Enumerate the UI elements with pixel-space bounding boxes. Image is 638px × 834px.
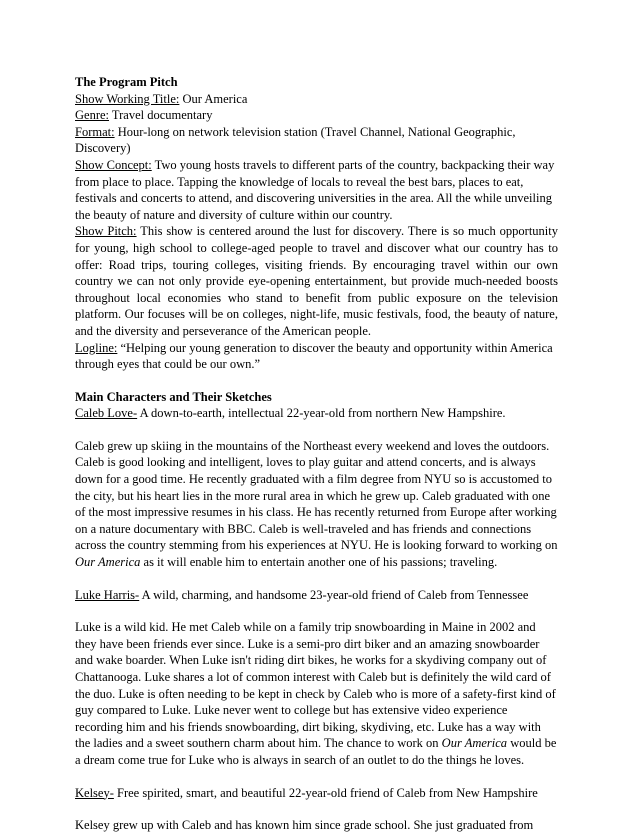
genre-label: Genre: (75, 108, 110, 123)
logline-value: “Helping our young generation to discover the beauty and opportunity within America through eyes that could be our own.” (75, 340, 553, 372)
caleb-name: Caleb Love- (75, 406, 138, 421)
working-title-line (75, 91, 558, 108)
concept-paragraph (75, 157, 558, 223)
luke-bio-text: Luke is a wild kid. He met Caleb while on a family trip snowboarding in Maine in 2002 and they have been friends ever since. Luke is a semi-pro dirt biker and an amazing snowboarder and wake boarder. When Luke isn't riding dirt bikes, he works for a skydiving company out of Chattanooga. Luke shares a lot of common interest with Caleb but is definitely the wild card of the duo. Luke is often needing to be kept in check by Caleb who is more of a safety-first kind of guy compared to Luke. Luke never went to college but has extensive video experience recording him and his friends snowboarding, dirt biking, skydiving, etc. Luke has a way with the ladies and a sweet southern charm about him. The chance to work on (75, 620, 556, 751)
luke-name: Luke Harris- (75, 587, 140, 602)
show-pitch-value: This show is centered around the lust for discovery. There is so much opportunity for young, high school to college-aged people to travel and discover what our country has to offer: Road trips, touring colleges, visiting friends. By encouraging travel within our own country we can not only provide eye-opening entertainment, but provide much-needed boosts throughout local economies who stand to benefit from public exposure on the television platform. Our focuses will be on colleges, night-life, music festivals, food, the beauty of nature, and the diversity and perseverance of the American people. (75, 224, 558, 338)
genre-line (75, 107, 558, 124)
caleb-summary-line (75, 405, 558, 422)
spacer (75, 422, 558, 438)
pitch-heading: The Program Pitch (75, 75, 178, 89)
working-title-value: Our America (179, 91, 248, 106)
spacer (75, 769, 558, 785)
logline-label: Logline: (75, 340, 118, 355)
spacer (75, 603, 558, 619)
caleb-bio-text-end: as it will enable him to entertain another one of his passions; traveling. (140, 555, 498, 570)
genre-value: Travel documentary (109, 108, 213, 123)
spacer (75, 801, 558, 817)
concept-value: Two young hosts travels to different parts of the country, backpacking their way from place to place. Tapping the knowledge of locals to reveal the best bars, places to eat, festivals and concerts to attend, and discovering universities in the area. All the while unveiling the beauty of nature and diversity of culture within our country. (75, 157, 555, 222)
kelsey-summary-line (75, 785, 558, 802)
format-label: Format: (75, 124, 115, 139)
concept-label: Show Concept: (75, 157, 152, 172)
caleb-summary: A down-to-earth, intellectual 22-year-old from northern New Hampshire. (137, 406, 506, 421)
show-pitch-paragraph (75, 223, 558, 339)
luke-bio-text-end: would be a dream come true for Luke who is always in search of an outlet to do the things he loves. (75, 736, 557, 767)
luke-bio (75, 619, 558, 768)
show-pitch-label: Show Pitch: (75, 224, 137, 239)
logline-paragraph (75, 340, 558, 373)
characters-heading: Main Characters and Their Sketches (75, 389, 272, 404)
caleb-bio-show-title: Our America (75, 555, 141, 570)
spacer (75, 571, 558, 587)
working-title-label: Show Working Title: (75, 91, 180, 106)
kelsey-bio: Kelsey grew up with Caleb and has known him since grade school. She just graduated from (75, 818, 534, 833)
kelsey-name: Kelsey- (75, 785, 114, 800)
luke-bio-show-title: Our America (441, 736, 508, 751)
format-value: Hour-long on network television station (Travel Channel, National Geographic, Discovery) (75, 124, 516, 156)
caleb-bio-text: Caleb grew up skiing in the mountains of the Northeast every weekend and loves the outdoors. Caleb is good looking and intelligent, loves to play guitar and attend concerts, and is always down for a good time. He recently graduated with a film degree from NYU so is accustomed to the city, but his heart lies in the more rural area in which he grew up. Caleb graduated with one of the most impressive resumes in his class. He has recently returned from Europe after working on a nature documentary with BBC. Caleb is well-traveled and has friends and connections across the country stemming from his experiences at NYU. He is looking forward to working on (75, 438, 558, 553)
caleb-bio (75, 438, 558, 571)
kelsey-summary: Free spirited, smart, and beautiful 22-year-old friend of Caleb from New Hampshire (113, 785, 538, 800)
luke-summary-line (75, 587, 558, 604)
luke-summary: A wild, charming, and handsome 23-year-old friend of Caleb from Tennessee (139, 587, 529, 602)
spacer (75, 373, 558, 389)
format-line (75, 124, 558, 157)
